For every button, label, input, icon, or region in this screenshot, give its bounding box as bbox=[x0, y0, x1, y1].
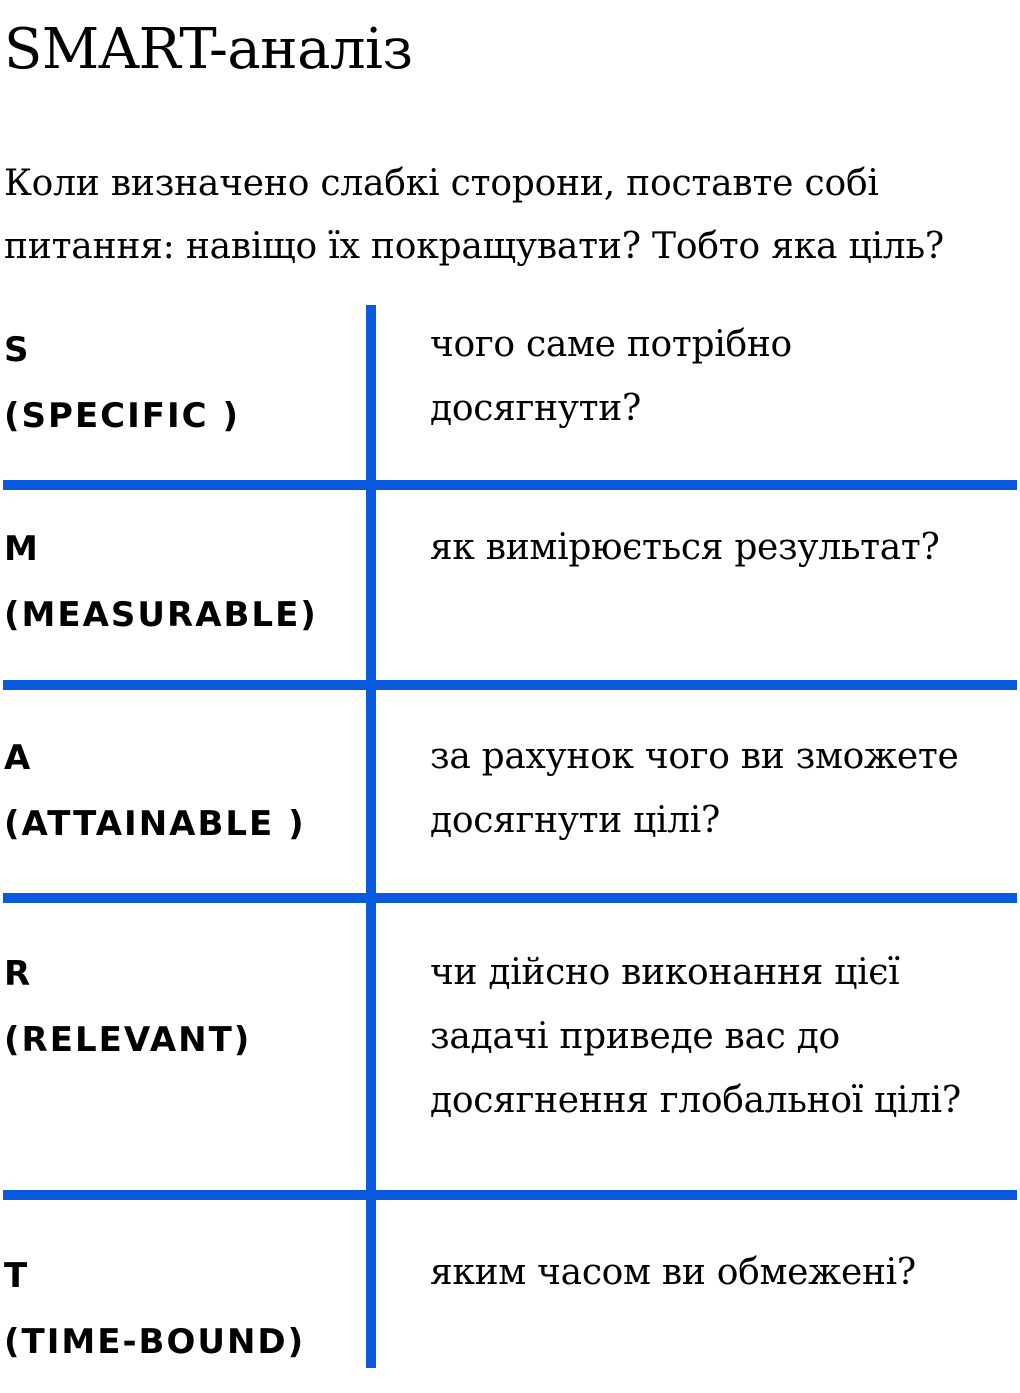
smart-term-name: (MEASURABLE) bbox=[4, 595, 318, 635]
smart-term bbox=[4, 725, 306, 857]
smart-letter: S bbox=[4, 330, 31, 370]
smart-term bbox=[4, 317, 240, 449]
question-line: чи дійсно виконання цієї bbox=[430, 952, 900, 993]
smart-term-name: (RELEVANT) bbox=[4, 1020, 252, 1060]
question-line: задачі приведе вас до bbox=[430, 1016, 840, 1057]
table-row-divider bbox=[3, 680, 1017, 690]
question-line: за рахунок чого ви зможете bbox=[430, 736, 959, 777]
smart-question bbox=[430, 1241, 1018, 1305]
smart-question bbox=[430, 725, 1018, 853]
smart-letter: A bbox=[4, 738, 33, 778]
question-line: досягнення глобальної цілі? bbox=[430, 1080, 961, 1121]
table-row-divider bbox=[3, 893, 1017, 903]
smart-term-name: (ATTAINABLE ) bbox=[4, 804, 306, 844]
smart-term bbox=[4, 1243, 305, 1375]
smart-term bbox=[4, 516, 318, 648]
table-row-divider bbox=[3, 1190, 1017, 1200]
smart-letter: R bbox=[4, 954, 33, 994]
smart-term bbox=[4, 941, 251, 1073]
question-line: як вимірюється результат? bbox=[430, 527, 940, 568]
question-line: яким часом ви обмежені? bbox=[430, 1252, 916, 1293]
smart-term-name: (TIME-BOUND) bbox=[4, 1322, 306, 1362]
question-line: досягнути цілі? bbox=[430, 800, 720, 841]
smart-question bbox=[430, 941, 1018, 1133]
page-title: SMART-аналіз bbox=[4, 17, 413, 82]
table-row-divider bbox=[3, 480, 1017, 490]
smart-question bbox=[430, 313, 1018, 441]
smart-question bbox=[430, 516, 1018, 580]
table-column-divider bbox=[366, 305, 376, 1368]
question-line: досягнути? bbox=[430, 388, 641, 429]
intro-line: Коли визначено слабкі сторони, поставте собі bbox=[4, 163, 879, 204]
smart-term-name: (SPECIFIC ) bbox=[4, 396, 240, 436]
intro-line: питання: навіщо їх покращувати? Тобто яка ціль? bbox=[4, 226, 944, 267]
question-line: чого саме потрібно bbox=[430, 324, 792, 365]
smart-letter: M bbox=[4, 529, 40, 569]
smart-letter: T bbox=[4, 1256, 30, 1296]
intro-text bbox=[4, 152, 1016, 278]
